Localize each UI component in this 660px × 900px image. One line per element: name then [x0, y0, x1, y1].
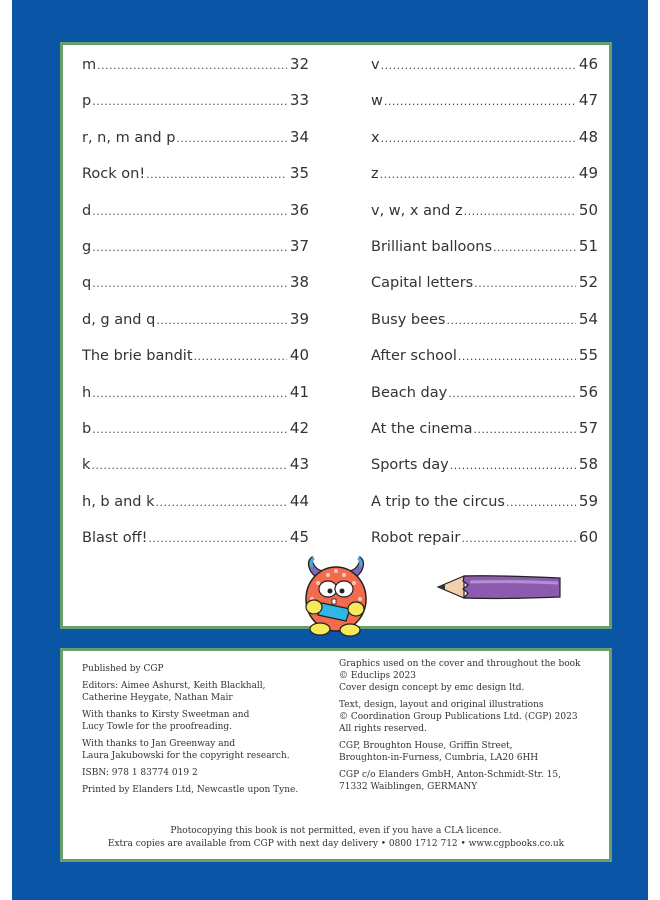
entry-page-number: 54 — [578, 309, 598, 328]
info-line: CGP, Broughton House, Griffin Street, — [339, 741, 513, 751]
entry-page-number: 59 — [578, 491, 598, 510]
info-line: Lucy Towle for the proofreading. — [82, 722, 233, 732]
contents-entry — [82, 492, 309, 528]
dot-leader — [464, 205, 576, 218]
copyright-info — [339, 658, 599, 798]
entry-title: d — [82, 202, 92, 219]
dot-leader — [381, 59, 576, 72]
info-line: © Coordination Group Publications Ltd. (CGP) 2023 — [339, 712, 578, 722]
publisher-info-panel — [60, 648, 612, 862]
dot-leader — [381, 132, 576, 145]
dot-leader — [92, 277, 287, 290]
info-line: All rights reserved. — [339, 724, 427, 734]
dot-leader — [448, 387, 576, 400]
contents-entry — [371, 492, 598, 528]
entry-title: g — [82, 238, 92, 255]
entry-page-number: 55 — [578, 346, 598, 365]
entry-page-number: 48 — [578, 127, 598, 146]
info-line: With thanks to Kirsty Sweetman and — [82, 710, 250, 720]
info-line: Editors: Aimee Ashurst, Keith Blackhall, — [82, 681, 266, 691]
entry-page-number: 44 — [289, 491, 309, 510]
dot-leader — [506, 496, 576, 509]
contents-entry — [82, 346, 309, 382]
entry-title: w — [371, 93, 383, 110]
dot-leader — [156, 314, 287, 327]
entry-title: Capital letters — [371, 275, 474, 292]
contents-entry — [371, 128, 598, 164]
entry-title: h, b and k — [82, 493, 155, 510]
contents-entry — [82, 310, 309, 346]
dot-leader — [146, 168, 287, 181]
entry-page-number: 49 — [578, 164, 598, 183]
info-line: With thanks to Jan Greenway and — [82, 739, 236, 749]
entry-title: Beach day — [371, 384, 448, 401]
notice-line: Photocopying this book is not permitted, even if you have a CLA licence. — [170, 826, 502, 836]
contents-entry — [82, 419, 309, 455]
contents-entry — [371, 91, 598, 127]
entry-page-number: 45 — [289, 528, 309, 547]
info-paragraph — [82, 738, 332, 762]
info-paragraph — [82, 663, 332, 675]
dot-leader — [148, 532, 287, 545]
contents-entry — [82, 91, 309, 127]
info-paragraph — [339, 769, 599, 793]
photocopy-notice — [63, 825, 609, 851]
entry-page-number: 32 — [289, 55, 309, 73]
entry-page-number: 51 — [578, 236, 598, 255]
entry-page-number: 35 — [289, 164, 309, 183]
contents-entry — [371, 273, 598, 309]
entry-title: Sports day — [371, 457, 449, 474]
info-line: Text, design, layout and original illustrations — [339, 700, 544, 710]
contents-entry — [82, 383, 309, 419]
entry-title: p — [82, 93, 92, 110]
entry-title: Brilliant balloons — [371, 238, 493, 255]
dot-leader — [176, 132, 286, 145]
dot-leader — [446, 314, 575, 327]
contents-entry — [371, 55, 598, 91]
entry-title: Rock on! — [82, 166, 146, 183]
entry-title: v, w, x and z — [371, 202, 463, 219]
entry-title: h — [82, 384, 92, 401]
contents-entry — [82, 528, 309, 564]
entry-title: r, n, m and p — [82, 129, 176, 146]
info-line: Catherine Heygate, Nathan Mair — [82, 693, 233, 703]
entry-page-number: 60 — [578, 528, 598, 547]
info-line: Cover design concept by emc design ltd. — [339, 683, 525, 693]
dot-leader — [92, 423, 287, 436]
info-line: Laura Jakubowski for the copyright research. — [82, 751, 290, 761]
entry-title: After school — [371, 348, 457, 365]
entry-page-number: 47 — [578, 91, 598, 110]
dot-leader — [92, 95, 287, 108]
dot-leader — [384, 95, 576, 108]
contents-entry — [82, 128, 309, 164]
info-paragraph — [339, 658, 599, 694]
contents-entry — [82, 55, 309, 91]
dot-leader — [474, 277, 576, 290]
pencil-illustration — [436, 572, 564, 602]
contents-column-right — [371, 55, 598, 564]
entry-page-number: 33 — [289, 91, 309, 110]
publisher-credits — [82, 663, 332, 801]
info-paragraph — [339, 740, 599, 764]
entry-title: Blast off! — [82, 530, 148, 547]
info-paragraph — [339, 699, 599, 735]
contents-entry — [82, 164, 309, 200]
contents-entry — [82, 455, 309, 491]
info-line: ISBN: 978 1 83774 019 2 — [82, 768, 198, 778]
entry-title: z — [371, 166, 379, 183]
contents-entry — [371, 164, 598, 200]
entry-page-number: 36 — [289, 200, 309, 219]
info-line: Printed by Elanders Ltd, Newcastle upon Tyne. — [82, 785, 299, 795]
entry-title: k — [82, 457, 91, 474]
dot-leader — [450, 459, 576, 472]
contents-panel — [60, 42, 612, 629]
dot-leader — [97, 59, 287, 72]
entry-title: v — [371, 57, 380, 73]
entry-page-number: 38 — [289, 273, 309, 292]
info-paragraph — [82, 709, 332, 733]
contact-line: Extra copies are available from CGP with next day delivery • 0800 1712 712 • www.cgpbooks.co.uk — [107, 839, 565, 849]
entry-page-number: 52 — [578, 273, 598, 292]
contents-entry — [371, 201, 598, 237]
entry-title: x — [371, 129, 380, 146]
dot-leader — [380, 168, 576, 181]
monster-illustration — [298, 555, 374, 637]
entry-page-number: 34 — [289, 127, 309, 146]
info-line: CGP c/o Elanders GmbH, Anton-Schmidt-Str. 15, — [339, 770, 562, 780]
entry-title: b — [82, 420, 92, 437]
entry-page-number: 42 — [289, 418, 309, 437]
entry-page-number: 57 — [578, 418, 598, 437]
entry-title: A trip to the circus — [371, 493, 505, 510]
info-line: © Educlips 2023 — [339, 671, 416, 681]
contents-entry — [371, 346, 598, 382]
contents-entry — [82, 237, 309, 273]
contents-column-left — [82, 55, 309, 564]
contents-entry — [82, 201, 309, 237]
entry-page-number: 46 — [578, 55, 598, 73]
entry-title: m — [82, 57, 97, 73]
info-line: Graphics used on the cover and throughout the book — [339, 659, 581, 669]
info-line: 71332 Waiblingen, GERMANY — [339, 782, 478, 792]
entry-title: q — [82, 275, 92, 292]
dot-leader — [91, 459, 287, 472]
info-line: Broughton-in-Furness, Cumbria, LA20 6HH — [339, 753, 539, 763]
dot-leader — [458, 350, 576, 363]
dot-leader — [92, 205, 287, 218]
entry-title: Busy bees — [371, 311, 446, 328]
dot-leader — [92, 387, 287, 400]
entry-title: d, g and q — [82, 311, 156, 328]
entry-page-number: 39 — [289, 309, 309, 328]
contents-entry — [82, 273, 309, 309]
contents-entry — [371, 310, 598, 346]
info-line: Published by CGP — [82, 664, 164, 674]
contents-entry — [371, 419, 598, 455]
entry-page-number: 41 — [289, 382, 309, 401]
dot-leader — [92, 241, 287, 254]
contents-entry — [371, 455, 598, 491]
entry-page-number: 40 — [289, 346, 309, 365]
dot-leader — [474, 423, 576, 436]
contents-entry — [371, 383, 598, 419]
entry-page-number: 37 — [289, 236, 309, 255]
dot-leader — [461, 532, 576, 545]
dot-leader — [156, 496, 287, 509]
contents-entry — [371, 237, 598, 273]
dot-leader — [493, 241, 576, 254]
entry-page-number: 58 — [578, 455, 598, 474]
entry-title: Robot repair — [371, 530, 461, 547]
dot-leader — [194, 350, 287, 363]
entry-title: The brie bandit — [82, 348, 193, 365]
entry-page-number: 50 — [578, 200, 598, 219]
entry-page-number: 43 — [289, 455, 309, 474]
entry-title: At the cinema — [371, 420, 473, 437]
info-paragraph — [82, 767, 332, 779]
info-paragraph — [82, 680, 332, 704]
info-paragraph — [82, 784, 332, 796]
entry-page-number: 56 — [578, 382, 598, 401]
contents-entry — [371, 528, 598, 564]
